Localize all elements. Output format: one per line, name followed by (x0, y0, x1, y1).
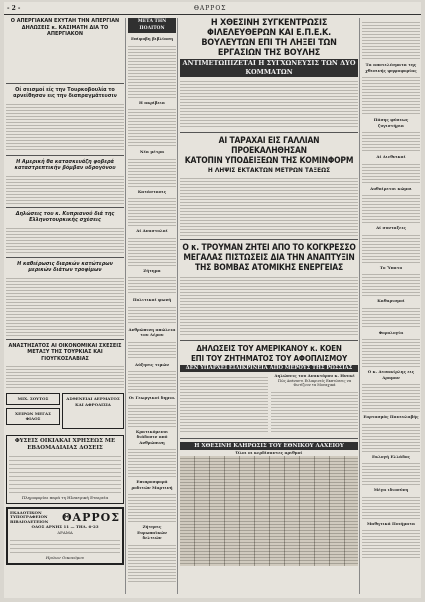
subhead: Το Ύπατο (379, 264, 403, 270)
lottery-numbers-table (180, 456, 358, 566)
article-text (128, 157, 176, 187)
article-text (362, 337, 420, 367)
subhead: Η ακρίβεια (139, 99, 165, 105)
subhead: Αί Διεθνικαί (376, 154, 406, 159)
article-text (128, 275, 176, 295)
subhead: Ανθρώπινη απώλεια του Λέρου (128, 326, 176, 337)
article-text (6, 276, 124, 336)
column-rule (359, 18, 360, 594)
print-shop-ad (6, 507, 124, 565)
article-text (128, 196, 176, 226)
ad-row (6, 390, 124, 432)
article-text (128, 305, 176, 325)
lottery-subhead: Όλοι οι κερδίσαντες αριθμοί (235, 450, 303, 455)
article-text (6, 364, 124, 388)
divider (6, 339, 124, 340)
subhead: Πάσης φύσεως ζυγιστήρια (373, 117, 409, 128)
article-text (180, 176, 358, 236)
ad-box: ΜΙΧ. ΣΟΥΤΟΣ (6, 393, 60, 405)
article-text (128, 369, 176, 393)
headline: Οί σεισμοί είς την Τουρκοβουλία το αρνείθησαν εις την διαπραγμάτευσιν (13, 86, 117, 99)
headline: ΒΟΥΛΕΥΤΩΝ ΕΠΙ ΤΗ ΛΗΞΕΙ ΤΩΝ ΕΡΓΑΣΙΩΝ ΤΗΣ ΒΟΥΛΗΣ (201, 38, 337, 58)
divider (180, 239, 358, 240)
headline-banner: ΔΕΝ ΥΠΑΡΧΕΙ ΕΙΛΙΚΡΙΝΕΙΑ ΑΠΟ ΜΕΡΟΥΣ ΤΗΣ ΡΩΣΣΙΑΣ (180, 365, 358, 372)
subhead: Πώς Απέναντι Ειλικρινείς Εκπτώσεις να Φωτίζουν τα Μοναχικά (277, 378, 352, 387)
article-text (362, 422, 420, 452)
ad-text (10, 537, 120, 553)
headline: ΜΕΓΑΛΑΣ ΠΙΣΤΩΣΕΙΣ ΔΙΑ ΤΗΝ ΑΝΑΠΤΥΞΙΝ (183, 253, 355, 263)
subhead: Αί Αναστολαί (136, 228, 168, 233)
print-city: ΔΡΑΜΑ (57, 529, 73, 535)
paper-name: ΘΑΡΡΟΣ (194, 5, 227, 12)
column-1 (6, 18, 124, 594)
subhead: Μέγα ιδιοσύνη (373, 487, 409, 492)
newspaper-page (4, 2, 421, 598)
article-text (362, 75, 420, 115)
article-text (362, 495, 420, 519)
ad-text (9, 453, 121, 493)
subhead: Καθαρισμοί (377, 298, 405, 303)
column-rule (125, 18, 126, 594)
subhead: Αί συνταξεις (376, 225, 406, 230)
divider (180, 132, 358, 133)
divider (6, 83, 124, 84)
subhead: Επιπροσφορά ροδιτών Μαρτινή (131, 479, 173, 490)
column-3 (180, 18, 358, 594)
article-text (128, 44, 176, 98)
article-text (128, 236, 176, 266)
subhead: Δηλώσεις του Ανακτόρου κ. Ηνεκέ (274, 373, 355, 378)
subhead: Κρατικόμενοι διάδοσιν από Ανθρώπινη (135, 428, 169, 445)
article-text (362, 461, 420, 485)
article-text (180, 79, 358, 129)
subhead: Αύξησις τιμών (134, 361, 169, 367)
ad-box-finance (6, 435, 124, 504)
article-text (128, 340, 176, 360)
subhead: Εκλογή Ελλάδος (372, 453, 410, 459)
article-text (271, 390, 358, 432)
divider (180, 340, 358, 341)
headline: ΔΗΛΩΣΕΙΣ κ. ΚΑΣΙΜΑΤΗ ΔΙΑ ΤΟ ΑΠΕΡΓΙΑΚΟΝ (21, 24, 109, 37)
column-2 (128, 18, 176, 594)
article-text (128, 492, 176, 522)
ad-column (6, 390, 60, 432)
subhead: Εορτασμός Πανευλαβής (363, 414, 419, 419)
masthead (4, 4, 421, 14)
column-rule (177, 18, 178, 594)
article-text (6, 40, 124, 80)
print-footer: Ηρώων Οικονόμου (45, 555, 85, 560)
ad-box: ΧΕΙΡΩΝ ΜΕΓΑΣ ΦΙΛΟΣ (6, 408, 60, 425)
headline: Ο ΑΠΕΡΓΙΑΚΑΝ ΕΧΥΤΑΗ ΤΗΝ ΑΠΕΡΓΙΑΝ (10, 18, 120, 24)
article-text (362, 382, 420, 412)
subhead: Αυθαίρετοι κώμοι (370, 185, 412, 191)
headline: Η ΧΘΕΣΙΝΗ ΣΥΓΚΕΝΤΡΩΣΙΣ ΦΙΛΕΛΕΥΘΕΡΩΝ ΚΑΙ Ε.Π.Ε.Κ. (207, 18, 331, 38)
article-text (362, 130, 420, 152)
article-text (362, 272, 420, 296)
print-line: ΕΚΑΔΟΤΙΚΟΝ (10, 509, 42, 515)
headline: Η Αμερική θα κατασκευάζη φοβερά καταστρεπτικήν βόμβαν υδρογόνου (14, 158, 116, 171)
subhead: Μαθητικά Ποιήματα (366, 520, 416, 526)
headline: ΔΗΛΩΣΕΙΣ ΤΟΥ ΑΜΕΡΙΚΑΝΟΥ κ. ΚΟΕΝ (196, 344, 342, 353)
print-line: ΤΥΠΟΓΡΑΦΕΙΟΝ (10, 514, 48, 519)
article-text (362, 528, 420, 558)
page-number: - 2 - (7, 5, 21, 12)
two-col-section (180, 373, 358, 435)
side-article (271, 373, 358, 435)
section-header: ΜΕΤΑ ΤΗΝ ΠΟΛΙΤΟΝ (128, 18, 176, 33)
print-address: ΟΔΟΣ ΑΡΝΗΣ 11 — ΤΗΛ. 6-23 (31, 524, 99, 529)
article-text (6, 226, 124, 254)
article-text (128, 447, 176, 477)
subhead: Πολιτικαί φωνή (132, 297, 172, 302)
article-text (128, 543, 176, 583)
print-line: ΒΙΒΛΙΟΔΕΤΕΙΟΝ (10, 518, 49, 524)
divider (6, 155, 124, 156)
subhead: Φορολογία (378, 329, 404, 335)
lottery-banner: Η ΧΘΕΣΙΝΗ ΚΛΗΡΩΣΙΣ ΤΟΥ ΕΘΝΙΚΟΥ ΛΑΧΕΙΟΥ (180, 442, 358, 450)
article-text (6, 174, 124, 204)
article-text (6, 102, 124, 152)
headline: ΚΑΤΟΠΙΝ ΥΠΟΔΕΙΞΕΩΝ ΤΗΣ ΚΟΜΙΝΦΟΡΜ (184, 156, 354, 166)
article-text (362, 193, 420, 223)
subhead: Επίφοβη βιβλίαση (130, 36, 174, 41)
subhead: Νέα μέτρα (139, 149, 165, 154)
headline: Η ΛΗΨΙΣ ΕΚΤΑΚΤΩΝ ΜΕΤΡΩΝ ΤΑΞΕΩΣ (207, 166, 331, 174)
article-text (362, 233, 420, 263)
subhead: Τα αποτελέσματα της χθεσινής ψηφοφορίας (365, 62, 417, 73)
print-name: ΘΑΡΡΟΣ (61, 510, 120, 524)
divider (6, 257, 124, 258)
ad-footer: Πληροφορίαι παρά τη Ηλεκτρική Εταιρεία (21, 495, 109, 500)
subhead: Ο κ. Ατσακίρλης εις Δραμαν (367, 369, 415, 380)
headline: Η καθιέρωσις διαρκών κατώτερων μερικών διάτων τροφίμων (17, 260, 113, 273)
ad-box: ΑΣΘΕΝΕΙΑΙ ΔΕΡΜΑΤΟΣ ΚΑΙ ΑΦΡΟΔΙΣΙΑ (62, 393, 124, 429)
ad-column (62, 390, 124, 432)
subhead: Ζήτημα (143, 267, 161, 273)
article-text (362, 306, 420, 328)
subhead: Κατάστασις (137, 188, 167, 194)
headline: ΕΠΙ ΤΟΥ ΖΗΤΗΜΑΤΟΣ ΤΟΥ ΑΦΟΠΛΙΣΜΟΥ (190, 354, 348, 363)
article-text (362, 20, 420, 60)
masthead-rule (4, 14, 421, 15)
headline: Ο κ. ΤΡΟΥΜΑΝ ΖΗΤΕΙ ΑΠΟ ΤΟ ΚΟΓΚΡΕΣΣΟ (182, 243, 356, 253)
column-4 (362, 18, 420, 594)
subhead: Οι Γεωργικοί δημιο. (128, 395, 176, 400)
divider (180, 438, 358, 439)
headline: ΑΙ ΤΑΡΑΧΑΙ ΕΙΣ ΓΑΛΛΙΑΝ ΠΡΟΕΚΑΛΗΘΗΣΑΝ (218, 136, 320, 156)
subhead: Ζήτησις Ευρωπαϊκών δελτιών (137, 524, 167, 540)
article-text (128, 403, 176, 427)
article-text (362, 162, 420, 184)
ad-title: ΦΥΣΕΙΣ ΟΙΚΙΑΚΑΙ ΧΡΗΣΕΩΣ ΜΕ ΕΒΔΟΜΑΔΙΑΙΑΣ ΔΟΣΕΙΣ (14, 438, 116, 451)
divider (6, 207, 124, 208)
article-text (180, 375, 268, 433)
article-text (180, 275, 358, 337)
headline: Δηλώσεις του κ. Κυπριανού διά της Ελληνοτουρκικής σχέσεις (15, 210, 115, 223)
article-text (128, 107, 176, 147)
headline: ΤΗΣ ΒΟΜΒΑΣ ΑΤΟΜΙΚΗΣ ΕΝΕΡΓΕΙΑΣ (194, 263, 344, 273)
headline: ΑΝΑΣΤΗΣΑΤΟΣ ΑΙ ΟΙΚΟΝΟΜΙΚΑΙ ΣΧΕΣΕΙΣ ΜΕΤΑΞΥ ΤΗΣ ΤΟΥΡΚΙΑΣ ΚΑΙ ΓΙΟΥΓΚΟΣΛΑΒΙΑΣ (8, 342, 122, 362)
headline-banner: ΑΝΤΙΜΕΤΩΠΙΖΕΤΑΙ Η ΣΥΓΧΩΝΕΥΣΙΣ ΤΩΝ ΔΥΟ ΚΟΜΜΑΤΩΝ (180, 59, 358, 77)
